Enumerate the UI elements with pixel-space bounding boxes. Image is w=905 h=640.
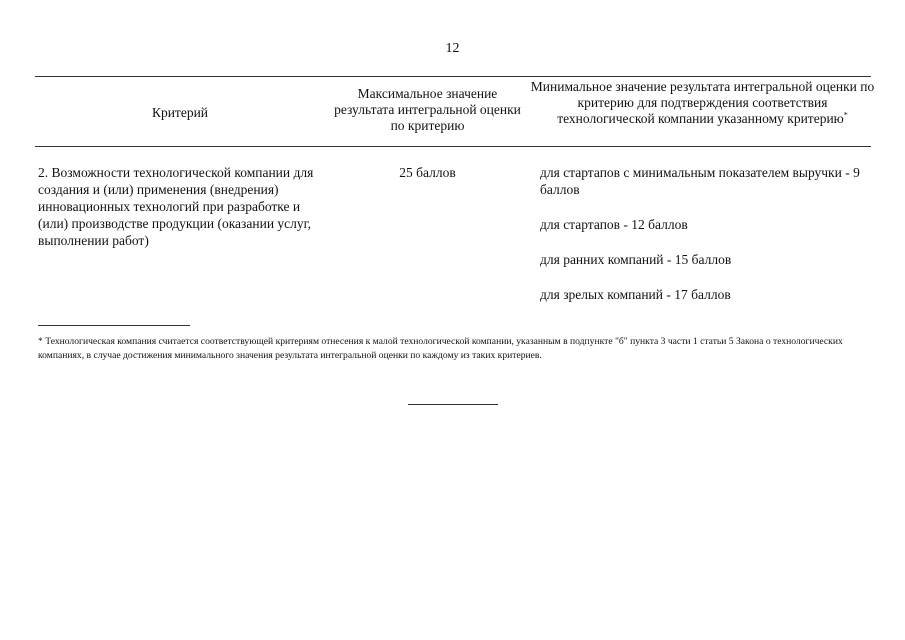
header-min-value	[530, 79, 875, 127]
table-header-rule	[35, 146, 871, 147]
footnote-mark: *	[38, 336, 43, 347]
footnote-mark: *	[843, 110, 848, 120]
header-criterion: Критерий	[151, 105, 209, 120]
table-top-rule	[35, 76, 871, 77]
footnote-separator	[38, 325, 190, 326]
footnote	[38, 335, 870, 363]
min-value-item: для стартапов с минимальным показателем выручки - 9 баллов	[540, 165, 860, 197]
row-max-value: 25 баллов	[399, 165, 456, 180]
page-number: 12	[445, 41, 460, 56]
end-rule	[408, 404, 498, 405]
min-value-item: для зрелых компаний - 17 баллов	[540, 287, 731, 302]
footnote-text: Технологическая компания считается соответствующей критериям отнесения к малой технологической компании, указанным в подпункте "б" пункта 3 части 1 статьи 5 Закона о технологических компаниях, в случае достижения минимального значения результата интегральной оценки по каждому из таких критериев.	[38, 336, 843, 361]
min-value-item: для стартапов - 12 баллов	[540, 217, 688, 232]
header-max-value: Максимальное значение результата интегральной оценки по критерию	[334, 86, 521, 133]
min-value-item: для ранних компаний - 15 баллов	[540, 252, 732, 267]
header-min-value-text: Минимальное значение результата интегральной оценки по критерию для подтверждения соответствия технологической компании указанному критерию	[530, 79, 875, 126]
row-criterion: 2. Возможности технологической компании для создания и (или) применения (внедрения) инновационных технологий при разработке и (или) производстве продукции (оказании услуг, выполнении работ)	[38, 165, 314, 248]
row-min-values	[540, 164, 870, 321]
